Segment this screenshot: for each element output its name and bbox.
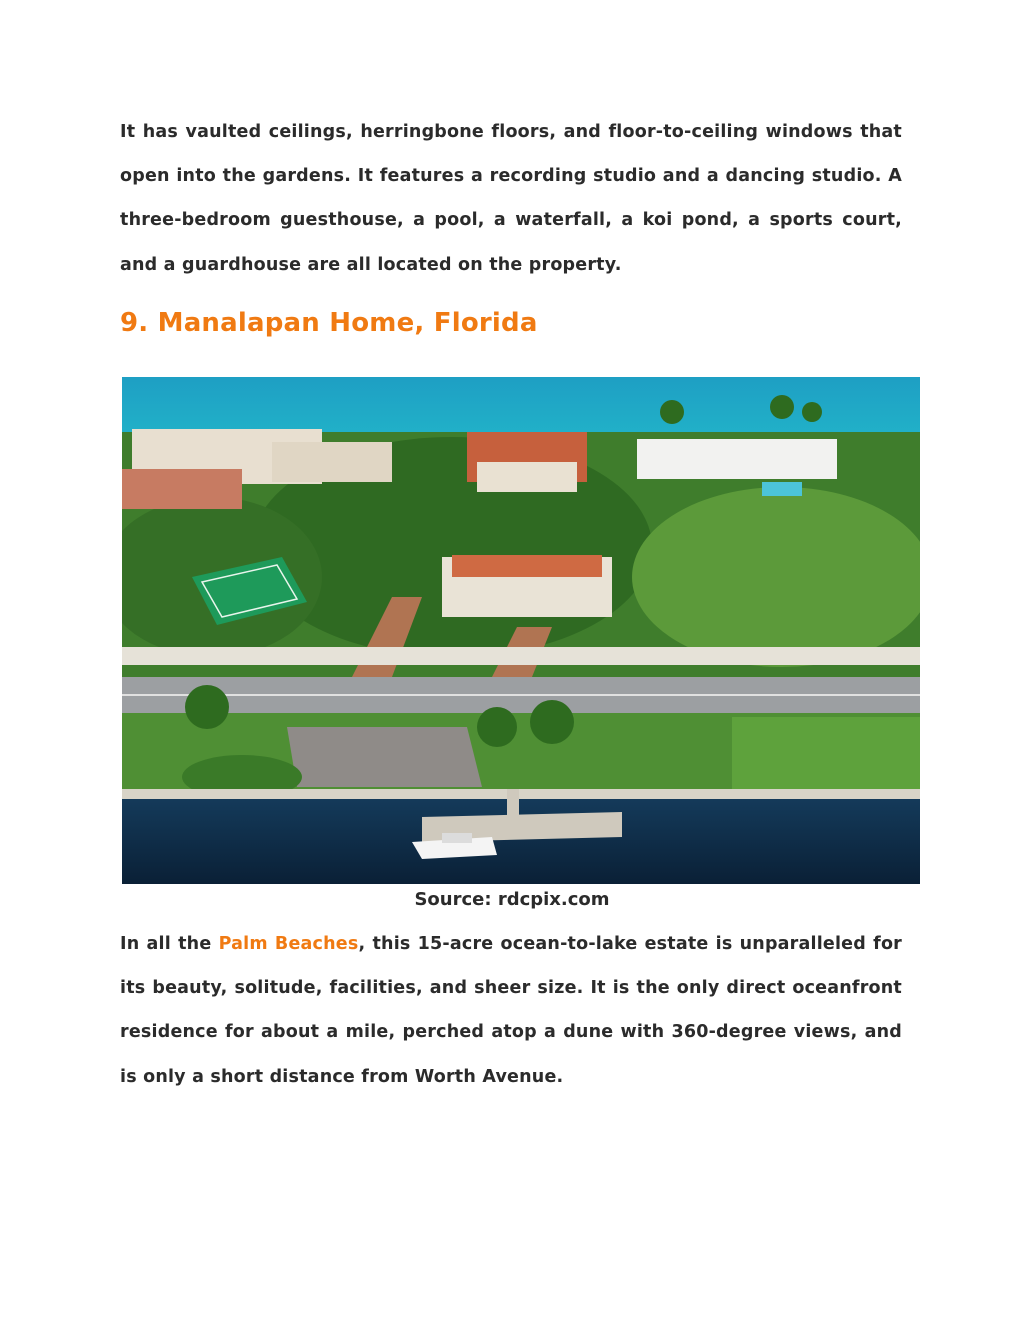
white-villa <box>637 439 837 479</box>
body-text-start: In all the <box>120 934 219 954</box>
body-paragraph <box>120 922 902 1099</box>
paved-lot <box>287 727 482 787</box>
estate-wall <box>122 647 920 665</box>
estate-aerial-photo <box>122 377 920 884</box>
intro-paragraph: It has vaulted ceilings, herringbone floors, and floor-to-ceiling windows that open into the gardens. It features a recording studio and a dancing studio. A three-bedroom guesthouse, a pool, a waterfall, a koi pond, a sports court, and a guardhouse are all located on the property. <box>120 122 902 275</box>
body-text-rest: , this 15-acre ocean-to-lake estate is unparalleled for its beauty, solitude, facilities, and sheer size. It is the only direct oceanfront residence for about a mile, perched atop a dune with 360-degree views, and is only a short distance from Worth Avenue. <box>120 934 903 1087</box>
section-heading: 9. Manalapan Home, Florida <box>120 308 538 338</box>
palm-beaches-link[interactable]: Palm Beaches <box>218 934 359 954</box>
lagoon <box>122 799 920 884</box>
image-caption: Source: rdcpix.com <box>414 889 610 910</box>
